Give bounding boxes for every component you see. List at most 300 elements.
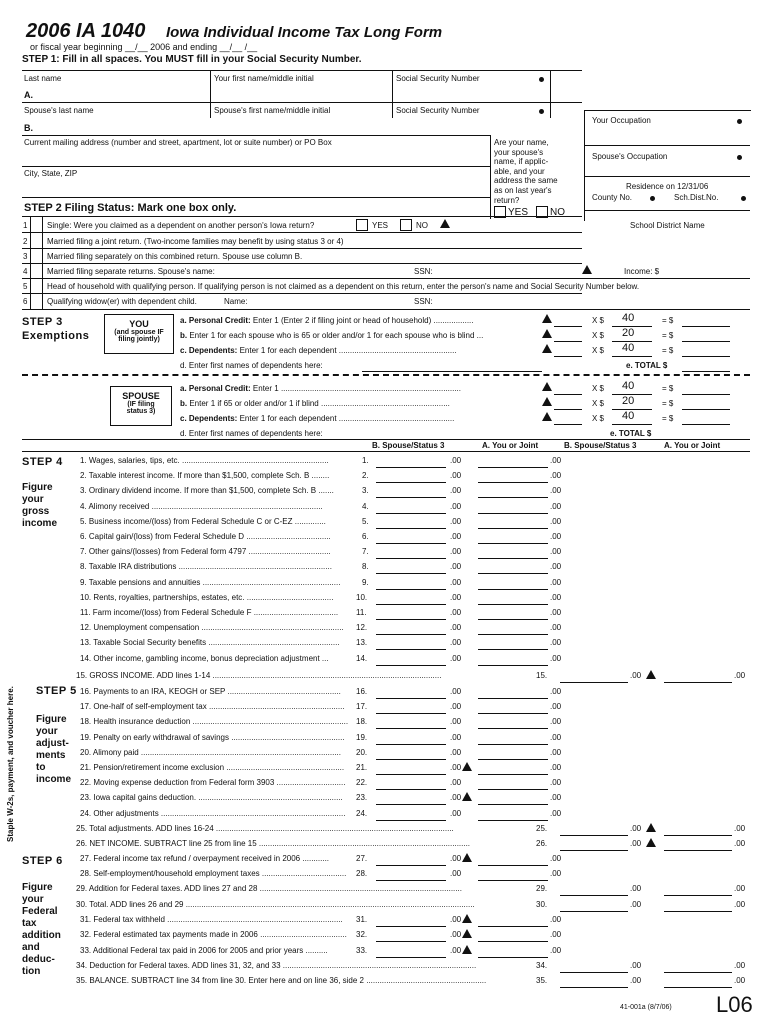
first-name-label: Your first name/middle initial [214,74,314,83]
line-description: 30. Total. ADD lines 26 and 29 .................................................................................................................................. [76,900,475,909]
line-description: 2. Taxable interest income. If more than $1,500, complete Sch. B ........ [80,471,330,481]
spouse-personal-credit: a. Personal Credit: Enter 1 ................................................................................. [180,384,461,393]
amount-field-you[interactable] [478,532,548,544]
line-description: 3. Ordinary dividend income. If more than $1,500, complete Sch. B ....... [80,486,334,496]
cents-label: .00 [550,456,562,465]
step6-side-word: deduc- [22,954,55,965]
amount-field-you[interactable] [664,884,732,896]
amount-field-spouse[interactable] [376,717,446,729]
amount-field-spouse[interactable] [376,778,446,790]
column-b-header: B. Spouse/Status 3 [372,441,445,450]
you-exemption-box [104,314,174,354]
cents-label: .00 [550,747,562,757]
arrow-marker-icon [462,945,472,954]
dependent-no-label: NO [416,221,428,230]
line-description: 11. Farm income/(loss) from Federal Schedule F ...................................... [80,608,339,617]
cents-label: .00 [550,854,562,863]
amount-field-spouse[interactable] [376,638,446,650]
you-personal-credit: a. Personal Credit: Enter 1 (Enter 2 if filing joint or head of household) .................. [180,316,474,325]
amount-field-you[interactable] [478,654,548,666]
line-number: 8. [362,562,369,572]
amount-field-you[interactable] [478,562,548,574]
cents-label: .00 [450,608,462,617]
amount-field-you[interactable] [478,623,548,635]
amount-field-you[interactable] [478,869,548,881]
filing-status-separate-returns: Married filing separate returns. Spouse's name: [47,267,215,276]
line-description: 27. Federal income tax refund / overpayment received in 2006 ............ [80,854,330,863]
amount-field-you[interactable] [478,547,548,559]
multiplier: 40 [622,380,635,392]
cents-label: .00 [550,869,562,878]
multiply-label: X $ [592,316,605,325]
same-address-line: as on last year's [494,185,552,195]
same-address-question [494,138,579,205]
multiplier: 40 [622,342,635,354]
same-address-line: name, if applic- [494,157,549,167]
line-number: 24. [356,808,368,818]
spouse-total-label: e. TOTAL $ [610,429,652,438]
cents-label: .00 [450,702,462,712]
line-number: 25. [536,824,548,833]
amount-field-spouse[interactable] [376,471,446,483]
cents-label: .00 [734,824,746,833]
step3-heading: STEP 3 [22,316,63,328]
spouse-ssn-label: Social Security Number [396,106,480,115]
line-description: 24. Other adjustments ................................................................................... [80,808,346,818]
amount-field-you[interactable] [478,793,548,805]
step4-sidebar [22,482,57,530]
amount-field-spouse[interactable] [376,547,446,559]
you-dependent-names-label: d. Enter first names of dependents here: [180,361,323,370]
step3-subtitle: Exemptions [22,330,90,342]
step5-side-word: adjust- [36,738,69,749]
line-b-label: B. [24,123,33,133]
spouse-exemption-box [110,386,172,426]
amount-field-you[interactable] [478,486,548,498]
arrow-marker-icon [542,382,552,391]
line-description: 23. Iowa capital gains deduction. ................................................................. [80,793,343,803]
amount-field-spouse[interactable] [376,456,446,468]
spouse-ssn-bullet [539,109,544,114]
same-address-line: return? [494,195,520,205]
amount-field-you[interactable] [478,608,548,620]
cents-label: .00 [450,687,462,696]
cents-label: .00 [550,623,562,633]
cents-label: .00 [550,717,562,727]
line-number: 20. [356,747,368,757]
line-description: 6. Capital gain/(loss) from Federal Schedule D ...................................... [80,532,331,541]
you-total-amount[interactable] [682,360,730,372]
amount-field-you[interactable] [478,748,548,760]
line-description: 19. Penalty on early withdrawal of savings ................................................... [80,732,345,742]
spouse-last-name-label: Spouse's last name [24,106,94,115]
amount-field-spouse[interactable] [560,671,628,683]
line-description: 20. Alimony paid .......................................................................................... [80,747,341,757]
amount-field-you[interactable] [478,733,548,745]
spouse-dependents-count[interactable] [554,413,582,425]
cents-label: .00 [550,547,562,557]
amount-field-you[interactable] [478,946,548,958]
line-description: 14. Other income, gambling income, bonus depreciation adjustment ... [80,653,329,663]
amount-field-spouse[interactable] [376,687,446,699]
amount-field-you[interactable] [478,456,548,468]
step5-side-word: income [36,774,72,785]
arrow-marker-icon [462,792,472,801]
line-number: 7. [362,547,369,557]
line-description: 34. Deduction for Federal taxes. ADD lines 31, 32, and 33 ....................................................................................... [76,961,477,970]
amount-field-spouse[interactable] [376,809,446,821]
arrow-marker-icon [462,929,472,938]
amount-field-you[interactable] [478,702,548,714]
spouse-first-name-label: Spouse's first name/middle initial [214,106,331,115]
spouse-ssn-label: SSN: [414,267,433,276]
line-number: 23. [356,793,368,803]
form-id: 2006 IA 1040 [26,20,146,42]
line-description: 31. Federal tax withheld ............................................................................... [80,915,343,924]
line-number: 16. [356,687,368,696]
qualifying-ssn-label: SSN: [414,297,433,306]
line-number: 32. [356,930,368,940]
spouse-personal-credit-count[interactable] [554,383,582,395]
equals-label: = $ [662,331,674,340]
cents-label: .00 [450,778,462,788]
amount-field-you[interactable] [664,976,732,988]
amount-field-spouse[interactable] [376,532,446,544]
amount-field-spouse[interactable] [376,593,446,605]
amount-field-you[interactable] [478,578,548,590]
cents-label: .00 [550,945,562,955]
line-description: 7. Other gains/(losses) from Federal form 4797 ..................................... [80,547,331,557]
amount-field-you[interactable] [664,671,732,683]
dependent-yes-checkbox[interactable] [356,219,368,231]
amount-field-spouse[interactable] [376,623,446,635]
line-a-label: A. [24,90,33,100]
arrow-marker-icon [646,823,656,832]
cents-label: .00 [550,516,562,526]
cents-label: .00 [630,671,642,680]
equals-label: = $ [662,346,674,355]
multiplier: 40 [622,312,635,324]
amount-field-spouse[interactable] [376,517,446,529]
cents-label: .00 [550,577,562,587]
spouse-age-blind-amount[interactable] [682,398,730,410]
step6-side-word: tax [22,918,37,929]
you-personal-credit-count[interactable] [554,315,582,327]
filing-status-joint: Married filing a joint return. (Two-income families may benefit by using status 3 or 4) [47,237,344,246]
line-description: 29. Addition for Federal taxes. ADD lines 27 and 28 ........................................................................................... [76,884,462,893]
line-number: 21. [356,763,368,772]
multiplier: 20 [622,327,635,339]
amount-field-spouse[interactable] [560,884,628,896]
amount-field-spouse[interactable] [376,733,446,745]
amount-field-spouse[interactable] [376,869,446,881]
cents-label: .00 [630,900,642,909]
cents-label: .00 [550,793,562,803]
step4-side-word: Figure [22,482,53,493]
same-address-line: Are your name, [494,138,549,147]
line-number: 19. [356,732,368,742]
occupation-label: Your Occupation [592,116,651,125]
line-number: 12. [356,623,368,633]
step6-side-word: tion [22,966,41,977]
line-number: 29. [536,884,548,893]
step6-sidebar [22,882,61,978]
line-number: 34. [536,961,548,970]
spouse-age-blind-count[interactable] [554,398,582,410]
line-number: 22. [356,778,368,788]
spouse-label: SPOUSE [122,391,160,401]
amount-field-spouse[interactable] [376,946,446,958]
amount-field-you[interactable] [478,638,548,650]
line-number: 14. [356,653,368,663]
you-personal-credit-amount[interactable] [682,315,730,327]
line-number: 13. [356,638,368,648]
step6-side-word: addition [22,930,61,941]
amount-field-spouse[interactable] [376,486,446,498]
amount-field-spouse[interactable] [376,793,446,805]
spouse-personal-credit-amount[interactable] [682,383,730,395]
step5-side-word: to [36,762,46,773]
occupation-bullet [737,119,742,124]
cents-label: .00 [550,532,562,541]
you-note: (and spouse IF [114,329,164,336]
line-description: 22. Moving expense deduction from Federal form 3903 ............................... [80,778,346,788]
cents-label: .00 [450,747,462,757]
last-name-label: Last name [24,74,62,83]
county-bullet [650,196,655,201]
line-description: 26. NET INCOME. SUBTRACT line 25 from line 15 ............................................................................................... [76,839,471,848]
arrow-marker-icon [542,329,552,338]
filing-status-number: 3 [23,252,28,261]
step1-heading: STEP 1: Fill in all spaces. You MUST fill in your Social Security Number. [22,54,362,65]
line-number: 18. [356,717,368,727]
multiply-label: X $ [592,384,605,393]
arrow-marker-icon [440,219,450,228]
cents-label: .00 [550,471,562,481]
spouse-occupation-label: Spouse's Occupation [592,152,668,161]
spouse-income-label: Income: $ [624,267,660,276]
multiplier: 20 [622,395,635,407]
amount-field-spouse[interactable] [376,854,446,866]
step6-side-word: Federal [22,906,58,917]
amount-field-you[interactable] [478,687,548,699]
amount-field-you[interactable] [478,502,548,514]
cents-label: .00 [630,961,642,970]
you-label: YOU [129,319,149,329]
cents-label: .00 [550,501,562,511]
arrow-marker-icon [646,838,656,847]
amount-field-spouse[interactable] [376,930,446,942]
amount-field-you[interactable] [664,824,732,836]
you-dependents-count[interactable] [554,345,582,357]
cents-label: .00 [734,671,746,680]
cents-label: .00 [450,577,462,587]
you-dependent-names[interactable] [362,360,542,372]
cents-label: .00 [450,501,462,511]
amount-field-spouse[interactable] [376,578,446,590]
residence-label: Residence on 12/31/06 [626,182,709,191]
cents-label: .00 [630,839,642,848]
cents-label: .00 [450,638,462,648]
arrow-marker-icon [462,762,472,771]
filing-status-number: 1 [23,221,28,230]
cents-label: .00 [550,702,562,712]
amount-field-spouse[interactable] [560,900,628,912]
amount-field-spouse[interactable] [376,608,446,620]
line-number: 5. [362,516,369,526]
amount-field-spouse[interactable] [560,961,628,973]
cents-label: .00 [450,532,462,541]
amount-field-you[interactable] [664,961,732,973]
cents-label: .00 [550,732,562,742]
step5-side-word: your [36,726,58,737]
spouse-occupation-bullet [737,155,742,160]
line-number: 6. [362,532,369,541]
county-number-label: County No. [592,193,633,202]
multiply-label: X $ [592,414,605,423]
equals-label: = $ [662,316,674,325]
you-age-blind-amount[interactable] [682,330,730,342]
cents-label: .00 [550,562,562,572]
arrow-marker-icon [582,265,592,274]
step5-side-word: Figure [36,714,67,725]
filing-status-number: 2 [23,237,28,246]
cents-label: .00 [550,638,562,648]
you-dependents: c. Dependents: Enter 1 for each dependent ..................................................... [180,346,457,355]
amount-field-spouse[interactable] [376,654,446,666]
cents-label: .00 [450,869,462,878]
cents-label: .00 [550,592,562,602]
step5-side-word: ments [36,750,66,761]
step4-side-word: your [22,494,44,505]
line-description: 28. Self-employment/household employment taxes ...................................... [80,869,347,878]
amount-field-you[interactable] [478,517,548,529]
cents-label: .00 [630,884,642,893]
line-number: 3. [362,486,369,496]
cents-label: .00 [450,623,462,633]
amount-field-you[interactable] [478,778,548,790]
amount-field-spouse[interactable] [376,502,446,514]
form-code: 41-001a (8/7/06) [620,1004,672,1011]
you-dependents-amount[interactable] [682,345,730,357]
equals-label: = $ [662,384,674,393]
spouse-note: status 3) [126,408,156,415]
step5-heading: STEP 5 [36,685,77,697]
cents-label: .00 [450,471,462,481]
page-code: L06 [716,992,753,1017]
line-description: 25. Total adjustments. ADD lines 16-24 ........................................................................................................... [76,824,454,833]
amount-field-spouse[interactable] [376,562,446,574]
amount-field-spouse[interactable] [560,839,628,851]
filing-status-head-of-household: Head of household with qualifying person. If qualifying person is not claimed as a dependent on this return, enter the person's name and Social Security Number below. [47,282,640,291]
amount-field-you[interactable] [478,471,548,483]
cents-label: .00 [550,486,562,496]
spouse-dependents-amount[interactable] [682,413,730,425]
amount-field-you[interactable] [478,930,548,942]
line-description: 4. Alimony received ............................................................................. [80,501,323,511]
fiscal-year-line: or fiscal year beginning __/__ 2006 and ending __/__ /__ [30,42,258,52]
school-district-bullet [741,196,746,201]
staple-note: Staple W-2s, payment, and voucher here. [6,686,15,842]
amount-field-you[interactable] [478,763,548,775]
same-address-yes-label: YES [508,207,529,218]
you-age-blind-count[interactable] [554,330,582,342]
amount-field-you[interactable] [478,915,548,927]
cents-label: .00 [630,824,642,833]
qualifying-name-label: Name: [224,297,248,306]
filing-status-widow: Qualifying widow(er) with dependent child. [47,297,197,306]
cents-label: .00 [550,930,562,940]
line-number: 10. [356,592,368,602]
spouse-note: (IF filing [127,401,155,408]
cents-label: .00 [630,976,642,985]
line-number: 4. [362,501,369,511]
cents-label: .00 [450,456,462,465]
cents-label: .00 [550,808,562,818]
filing-status-number: 4 [23,267,28,276]
line-number: 1. [362,456,369,465]
dependent-no-checkbox[interactable] [400,219,412,231]
line-description: 32. Federal estimated tax payments made in 2006 ....................................... [80,930,347,940]
cents-label: .00 [450,915,462,924]
line-number: 28. [356,869,368,878]
column-a-header: A. You or Joint [664,441,721,450]
column-a-header: A. You or Joint [482,441,539,450]
line-description: 12. Unemployment compensation ................................................................ [80,623,344,633]
line-description: 1. Wages, salaries, tips, etc. .................................................................. [80,456,329,465]
spouse-dependents: c. Dependents: Enter 1 for each dependent .................................................... [180,414,455,423]
line-number: 31. [356,915,368,924]
line-number: 11. [356,608,367,617]
cents-label: .00 [450,562,462,572]
step6-heading: STEP 6 [22,855,63,867]
amount-field-spouse[interactable] [376,702,446,714]
line-description: 18. Health insurance deduction ...................................................................... [80,717,349,727]
address-label: Current mailing address (number and street, apartment, lot or suite number) or PO Box [24,138,332,147]
arrow-marker-icon [542,412,552,421]
amount-field-you[interactable] [478,854,548,866]
cents-label: .00 [450,793,462,803]
arrow-marker-icon [462,914,472,923]
amount-field-you[interactable] [664,900,732,912]
line-description: 5. Business income/(loss) from Federal Schedule C or C-EZ .............. [80,516,326,526]
cents-label: .00 [450,516,462,526]
amount-field-spouse[interactable] [376,763,446,775]
amount-field-you[interactable] [478,593,548,605]
line-number: 27. [356,854,368,863]
line-description: 13. Taxable Social Security benefits ........................................................... [80,638,340,648]
cents-label: .00 [550,778,562,788]
line-description: 35. BALANCE. SUBTRACT line 34 from line 30. Enter here and on line 36, side 2 ...................................................... [76,976,487,985]
amount-field-you[interactable] [664,839,732,851]
arrow-marker-icon [542,397,552,406]
line-description: 33. Additional Federal tax paid in 2006 for 2005 and prior years .......... [80,945,328,955]
amount-field-spouse[interactable] [376,748,446,760]
amount-field-spouse[interactable] [560,824,628,836]
cents-label: .00 [450,930,462,940]
line-number: 35. [536,976,548,985]
amount-field-you[interactable] [478,717,548,729]
cents-label: .00 [450,763,462,772]
multiply-label: X $ [592,331,605,340]
same-address-line: able, and your [494,166,545,176]
amount-field-spouse[interactable] [376,915,446,927]
amount-field-spouse[interactable] [560,976,628,988]
cents-label: .00 [450,592,462,602]
cents-label: .00 [550,608,562,617]
amount-field-you[interactable] [478,809,548,821]
arrow-marker-icon [646,670,656,679]
